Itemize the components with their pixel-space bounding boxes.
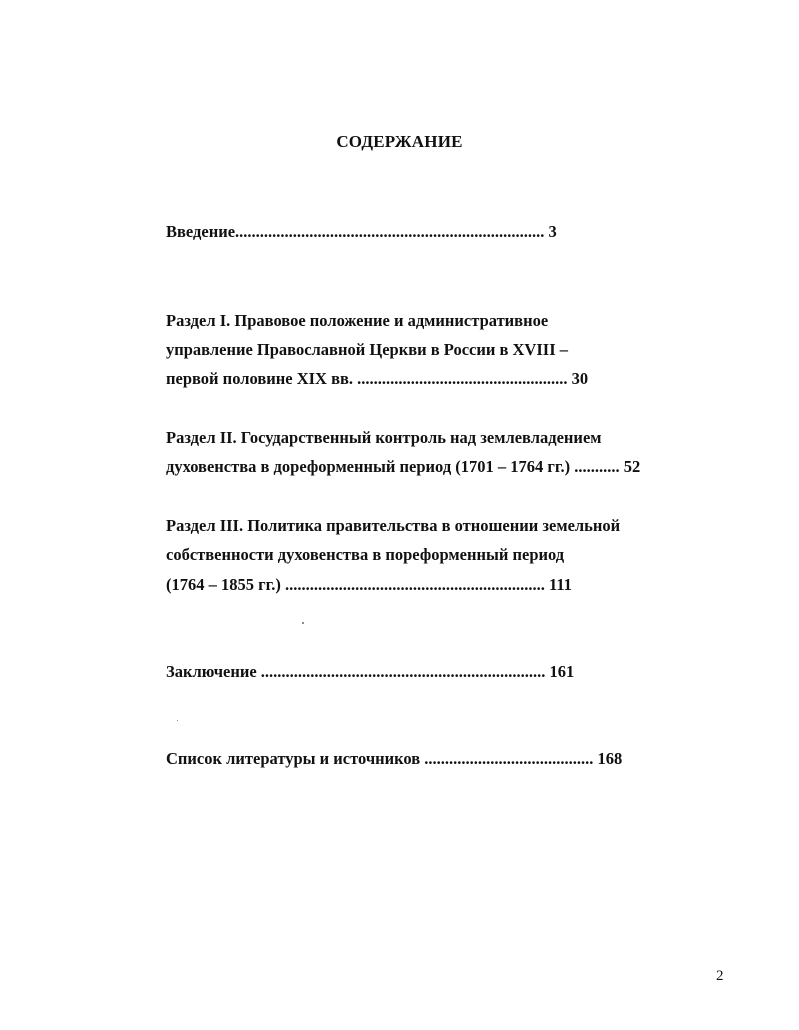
scan-speck bbox=[302, 622, 304, 624]
toc-entry-conclusion: Заключение ..................................................................... 161 bbox=[166, 662, 575, 681]
page-title: СОДЕРЖАНИЕ bbox=[336, 132, 463, 151]
toc-entry-section1-line3: первой половине XIX вв. ................................................... 30 bbox=[166, 369, 589, 388]
toc-entry-section2-line2: духовенства в дореформенный период (1701 – 1764 гг.) ........... 52 bbox=[166, 457, 641, 476]
toc-entry-section3-line3: (1764 – 1855 гг.) ............................................................... 111 bbox=[166, 575, 572, 594]
toc-entry-section2-line1: Раздел II. Государственный контроль над землевладением bbox=[166, 428, 602, 447]
page-number: 2 bbox=[716, 968, 724, 984]
toc-entry-references: Список литературы и источников ......................................... 168 bbox=[166, 749, 623, 768]
toc-entry-section3-line1: Раздел III. Политика правительства в отношении земельной bbox=[166, 516, 621, 535]
toc-entry-section1-line2: управление Православной Церкви в России в XVIII – bbox=[166, 340, 568, 359]
toc-entry-section3-line2: собственности духовенства в пореформенный период bbox=[166, 545, 565, 564]
toc-entry-section1-line1: Раздел I. Правовое положение и административное bbox=[166, 311, 549, 330]
toc-entry-intro: Введение........................................................................... 3 bbox=[166, 222, 557, 241]
scan-speck bbox=[177, 720, 178, 721]
